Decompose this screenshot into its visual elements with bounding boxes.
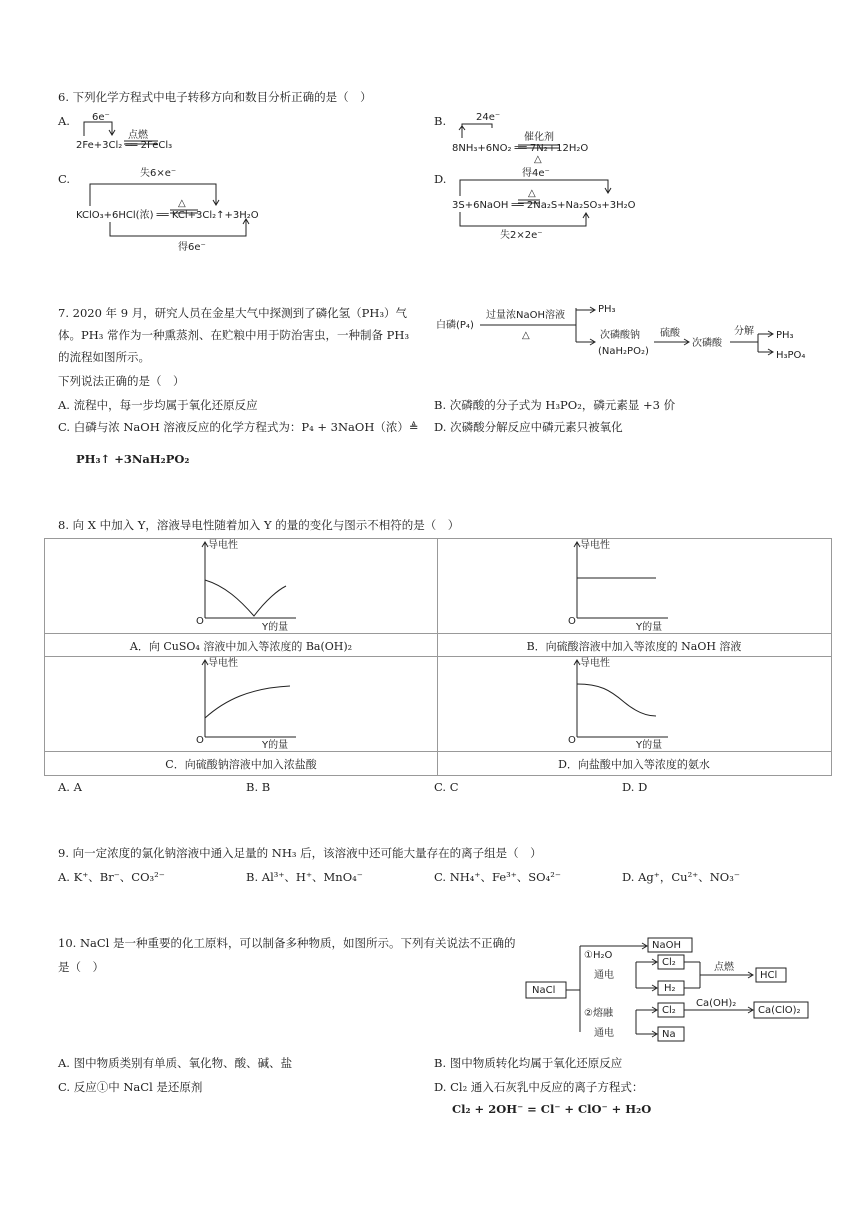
q7-flow-acid: 硫酸 — [660, 328, 680, 339]
q8-option-d[interactable]: D. D — [622, 780, 648, 794]
q8-option-b[interactable]: B. B — [246, 780, 271, 794]
q10-option-d-line2: Cl₂ + 2OH⁻ = Cl⁻ + ClO⁻ + H₂O — [452, 1102, 652, 1116]
q6-b-heat: △ — [534, 154, 542, 165]
q8-a-xlabel: Y的量 — [262, 622, 289, 633]
q7-option-b[interactable]: B. 次磷酸的分子式为 H₃PO₂，磷元素显 +3 价 — [434, 398, 676, 412]
q8-caption-d: D．向盐酸中加入等浓度的氨水 — [558, 758, 710, 771]
q6-b-arrow-label: 24e⁻ — [476, 112, 501, 123]
q7-stem-line1: 7. 2020 年 9 月，研究人员在金星大气中探测到了磷化氢（PH₃）气 — [58, 306, 408, 320]
q8-b-origin: O — [568, 616, 576, 627]
q7-option-c-line2: PH₃↑ +3NaH₂PO₂ — [76, 452, 190, 466]
q10-reaction2: ②熔融 — [584, 1008, 613, 1019]
q8-option-c[interactable]: C. C — [434, 780, 459, 794]
q7-option-d[interactable]: D. 次磷酸分解反应中磷元素只被氧化 — [434, 420, 623, 434]
q9-option-d[interactable]: D. Ag⁺，Cu²⁺、NO₃⁻ — [622, 870, 740, 884]
q8-caption-a: A．向 CuSO₄ 溶液中加入等浓度的 Ba(OH)₂ — [129, 640, 353, 653]
q7-option-a[interactable]: A. 流程中，每一步均属于氧化还原反应 — [58, 398, 258, 412]
q7-flow-start: 白磷(P₄) — [436, 320, 474, 331]
q10-cl2-b: Cl₂ — [662, 1005, 676, 1016]
q10-stem-line2: 是（ ） — [58, 960, 104, 974]
q10-option-b[interactable]: B. 图中物质转化均属于氧化还原反应 — [434, 1056, 623, 1070]
q10-reaction1-electrolysis: 通电 — [594, 970, 614, 981]
q10-cl2-a: Cl₂ — [662, 957, 676, 968]
q10-ignite: 点燃 — [714, 962, 734, 973]
q7-stem-line3: 的流程如图所示。 — [58, 350, 150, 364]
q6-d-equation: 3S+6NaOH ══ 2Na₂S+Na₂SO₃+3H₂O — [452, 200, 636, 211]
q9-stem: 9. 向一定浓度的氯化钠溶液中通入足量的 NH₃ 后，该溶液中还可能大量存在的离子组是（ ） — [58, 846, 542, 860]
q6-c-top-label: 失6×e⁻ — [140, 168, 177, 179]
q8-b-xlabel: Y的量 — [636, 622, 663, 633]
q6-a-arrow-label: 6e⁻ — [92, 112, 110, 123]
q8-d-origin: O — [568, 735, 576, 746]
q9-option-c[interactable]: C. NH₄⁺、Fe³⁺、SO₄²⁻ — [434, 870, 561, 884]
q8-d-ylabel: 导电性 — [580, 658, 610, 669]
q7-stem-line2: 体。PH₃ 常作为一种熏蒸剂、在贮粮中用于防治害虫，一种制备 PH₃ — [58, 328, 410, 342]
q8-caption-c: C．向硫酸钠溶液中加入浓盐酸 — [165, 758, 317, 771]
q8-b-ylabel: 导电性 — [580, 540, 610, 551]
q10-naoh: NaOH — [652, 940, 681, 951]
q10-option-d-line1[interactable]: D. Cl₂ 通入石灰乳中反应的离子方程式： — [434, 1080, 644, 1094]
q8-c-xlabel: Y的量 — [262, 740, 289, 751]
q6-option-c-label[interactable]: C. — [58, 172, 71, 186]
q6-option-a-label[interactable]: A. — [58, 114, 70, 128]
q10-calcium-hypochlorite: Ca(ClO)₂ — [758, 1005, 801, 1016]
q8-option-a[interactable]: A. A — [58, 780, 82, 794]
q6-c-equation: KClO₃+6HCl(浓) ══ KCl+3Cl₂↑+3H₂O — [76, 210, 259, 221]
q9-option-a[interactable]: A. K⁺、Br⁻、CO₃²⁻ — [58, 870, 165, 884]
q8-a-ylabel: 导电性 — [208, 540, 238, 551]
q7-flow-ph3-second: PH₃ — [776, 330, 794, 341]
q6-b-equation: 8NH₃+6NO₂ ══ 7N₂+12H₂O — [452, 143, 589, 154]
q7-flow-decompose: 分解 — [734, 326, 754, 337]
q8-caption-b: B．向硫酸溶液中加入等浓度的 NaOH 溶液 — [526, 640, 742, 653]
q10-stem-line1: 10. NaCl 是一种重要的化工原料，可以制备多种物质，如图所示。下列有关说法不正确的 — [58, 936, 516, 950]
q10-na: Na — [662, 1029, 676, 1040]
q6-a-equation: 2Fe+3Cl₂ ══ 2FeCl₃ — [76, 140, 173, 151]
q8-c-ylabel: 导电性 — [208, 658, 238, 669]
q10-option-a[interactable]: A. 图中物质类别有单质、氧化物、酸、碱、盐 — [58, 1056, 293, 1070]
q10-nacl: NaCl — [532, 985, 556, 996]
q10-hcl: HCl — [760, 970, 778, 981]
q6-c-heat: △ — [178, 198, 186, 209]
q7-stem-line4: 下列说法正确的是（ ） — [58, 374, 185, 388]
q8-a-origin: O — [196, 616, 204, 627]
q9-option-b[interactable]: B. Al³⁺、H⁺、MnO₄⁻ — [246, 870, 363, 884]
q6-option-d-label[interactable]: D. — [434, 172, 447, 186]
q10-reaction2-electrolysis: 通电 — [594, 1028, 614, 1039]
q7-flow-product-ph3: PH₃ — [598, 304, 616, 315]
q7-flow-h3po4: H₃PO₄ — [776, 350, 806, 361]
q6-stem: 6. 下列化学方程式中电子转移方向和数目分析正确的是（ ） — [58, 90, 372, 104]
q7-flow-sodium-hypophosphite: 次磷酸钠 — [600, 330, 640, 341]
q6-d-heat: △ — [528, 188, 536, 199]
q8-c-origin: O — [196, 735, 204, 746]
q8-stem: 8. 向 X 中加入 Y，溶液导电性随着加入 Y 的量的变化与图示不相符的是（ ） — [58, 518, 460, 532]
q6-c-bottom-label: 得6e⁻ — [178, 242, 206, 253]
q7-flow-step1: 过量浓NaOH溶液 — [486, 310, 565, 321]
q6-b-condition: 催化剂 — [524, 132, 554, 143]
q6-d-top-label: 得4e⁻ — [522, 168, 550, 179]
q7-flow-formula: (NaH₂PO₂) — [598, 346, 649, 357]
q10-lime: Ca(OH)₂ — [696, 998, 737, 1009]
q10-h2: H₂ — [664, 983, 676, 994]
q7-flow-heat: △ — [522, 330, 530, 341]
q7-option-c-line1[interactable]: C. 白磷与浓 NaOH 溶液反应的化学方程式为：P₄ + 3NaOH（浓）≜ — [58, 420, 419, 434]
q6-a-condition: 点燃 — [128, 130, 148, 141]
q8-d-xlabel: Y的量 — [636, 740, 663, 751]
q6-d-bottom-label: 失2×2e⁻ — [500, 230, 543, 241]
q10-reaction1: ①H₂O — [584, 950, 613, 961]
q6-option-b-label[interactable]: B. — [434, 114, 447, 128]
q7-flow-hypophosphorous-acid: 次磷酸 — [692, 338, 722, 349]
q10-option-c[interactable]: C. 反应①中 NaCl 是还原剂 — [58, 1080, 203, 1094]
